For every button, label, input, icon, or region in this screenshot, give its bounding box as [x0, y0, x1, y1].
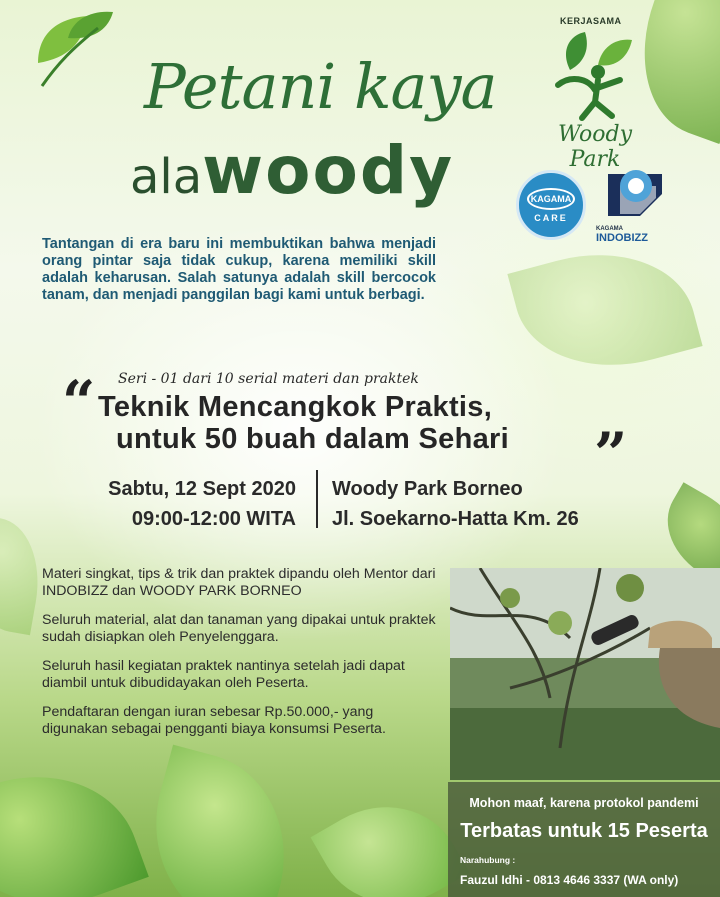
quote-close-mark: ”	[594, 420, 628, 488]
leaf-decoration	[0, 745, 149, 897]
leaf-decoration	[311, 777, 470, 897]
event-date: Sabtu, 12 Sept 2020	[108, 478, 296, 500]
title-line-1-text: Petani kaya	[144, 50, 497, 123]
detail-item: Pendaftaran dengan iuran sebesar Rp.50.000,- yang digunakan sebagai pengganti biaya konsumsi Peserta.	[42, 704, 386, 737]
quote-open-mark: “	[62, 368, 96, 436]
kagama-bottom-text: CARE	[534, 212, 568, 223]
event-time: 09:00-12:00 WITA	[131, 508, 296, 530]
detail-item: Materi singkat, tips & trik dan praktek dipandu oleh Mentor dari INDOBIZZ dan WOODY PARK BORNEO	[42, 566, 436, 599]
headline-line-1: Teknik Mencangkok Praktis,	[98, 391, 493, 423]
details-list	[42, 566, 442, 750]
indobizz-top-text: KAGAMA	[596, 226, 623, 232]
kagama-care-logo	[516, 170, 586, 240]
sprout-icon	[28, 8, 118, 88]
info-box	[448, 782, 720, 897]
title-brand: woody	[202, 132, 455, 209]
leaf-decoration	[507, 230, 702, 390]
event-address: Jl. Soekarno-Hatta Km. 26	[332, 508, 579, 530]
woody-park-name: Woody Park	[557, 122, 633, 172]
detail-item: Seluruh material, alat dan tanaman yang dipakai untuk praktek sudah disiapkan oleh Penyelenggara.	[42, 612, 436, 645]
partners-label: KERJASAMA	[560, 16, 622, 26]
kagama-ring	[527, 188, 575, 210]
date-block	[70, 474, 296, 534]
woody-park-logo-icon	[540, 30, 650, 125]
venue-block	[332, 474, 579, 534]
headline-line-2: untuk 50 buah dalam Sehari	[116, 423, 509, 455]
gardening-photo	[450, 568, 720, 780]
title-line-2	[130, 132, 454, 209]
event-headline	[98, 391, 509, 455]
indobizz-bottom-text: INDOBIZZ	[596, 232, 648, 244]
detail-item: Seluruh hasil kegiatan praktek nantinya setelah jadi dapat diambil untuk dibudidayakan oleh Peserta.	[42, 658, 405, 691]
intro-paragraph: Tantangan di era baru ini membuktikan bahwa menjadi orang pintar saja tidak cukup, karena memiliki skill adalah keharusan. Salah satunya adalah skill bercocok tanam, dan menjadi panggilan bagi kami untuk berbagi.	[42, 236, 436, 303]
contact-info: Fauzul Idhi - 0813 4646 3337 (WA only)	[460, 873, 679, 887]
series-label: Seri - 01 dari 10 serial materi dan praktek	[118, 371, 419, 387]
contact-label: Narahubung :	[460, 855, 516, 865]
indobizz-label	[596, 226, 648, 244]
pandemic-notice: Mohon maaf, karena protokol pandemi	[469, 796, 699, 810]
leaf-decoration	[132, 745, 309, 897]
divider	[316, 470, 318, 528]
title-prefix: ala	[130, 149, 203, 205]
kagama-top-text: KAGAMA	[530, 193, 572, 204]
participant-limit: Terbatas untuk 15 Peserta	[460, 820, 708, 842]
event-venue: Woody Park Borneo	[332, 478, 523, 500]
